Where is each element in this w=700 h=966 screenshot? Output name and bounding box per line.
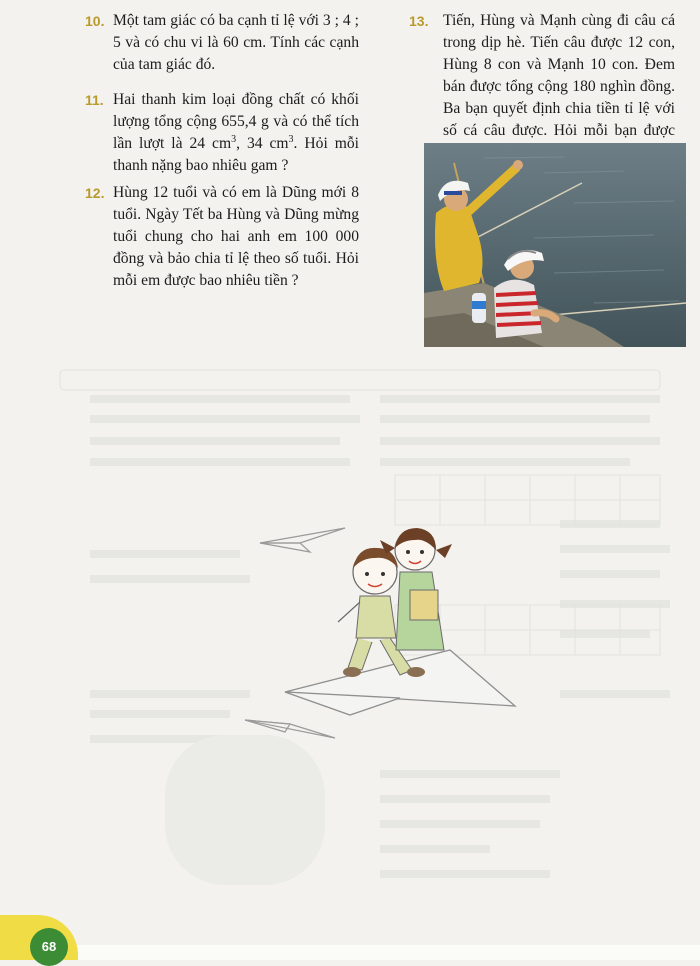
problem-11 [85,89,359,177]
fishing-photo [424,143,686,347]
unit-exponent: 3 [231,133,237,145]
problem-text: Hùng 12 tuổi và có em là Dũng mới 8 tuổi. Ngày Tết ba Hùng và Dũng mừng tuổi chung cho hai anh em 100 000 đồng và bảo chia tỉ lệ theo số tuổi. Hỏi mỗi em được bao nhiêu tiền ? [113,184,359,289]
problem-12 [85,182,359,292]
problem-number: 11. [85,92,104,108]
problem-text: Tiến, Hùng và Mạnh cùng đi câu cá trong dịp hè. Tiến câu được 12 con, Hùng 8 con và Mạnh 10 con. Đem bán được tổng cộng 180 nghìn đồng. Ba bạn quyết định chia tiền tỉ lệ với số cá câu được. Hỏi mỗi bạn được [443,12,675,139]
problem-text: Hai thanh kim loại đồng chất có khối lượng tổng cộng 655,4 g và có thể tích lần lượt là 24 cm [113,91,359,152]
problem-number: 13. [409,13,429,29]
problem-13 [409,10,675,164]
problem-10 [85,10,359,76]
problem-number: 12. [85,185,105,201]
unit-exponent: 3 [288,133,294,145]
children-paper-plane-illustration [240,510,540,750]
problem-text-middle: , 34 cm [236,135,289,152]
problem-text: Một tam giác có ba cạnh tỉ lệ với 3 ; 4 ; 5 và có chu vi là 60 cm. Tính các cạnh của tam giác đó. [113,12,359,73]
page-number: 68 [30,928,68,966]
page-footer-bar [0,945,700,960]
problem-number: 10. [85,13,105,29]
problem-text-end: . Hỏi mỗi thanh nặng bao nhiêu gam ? [113,135,359,174]
